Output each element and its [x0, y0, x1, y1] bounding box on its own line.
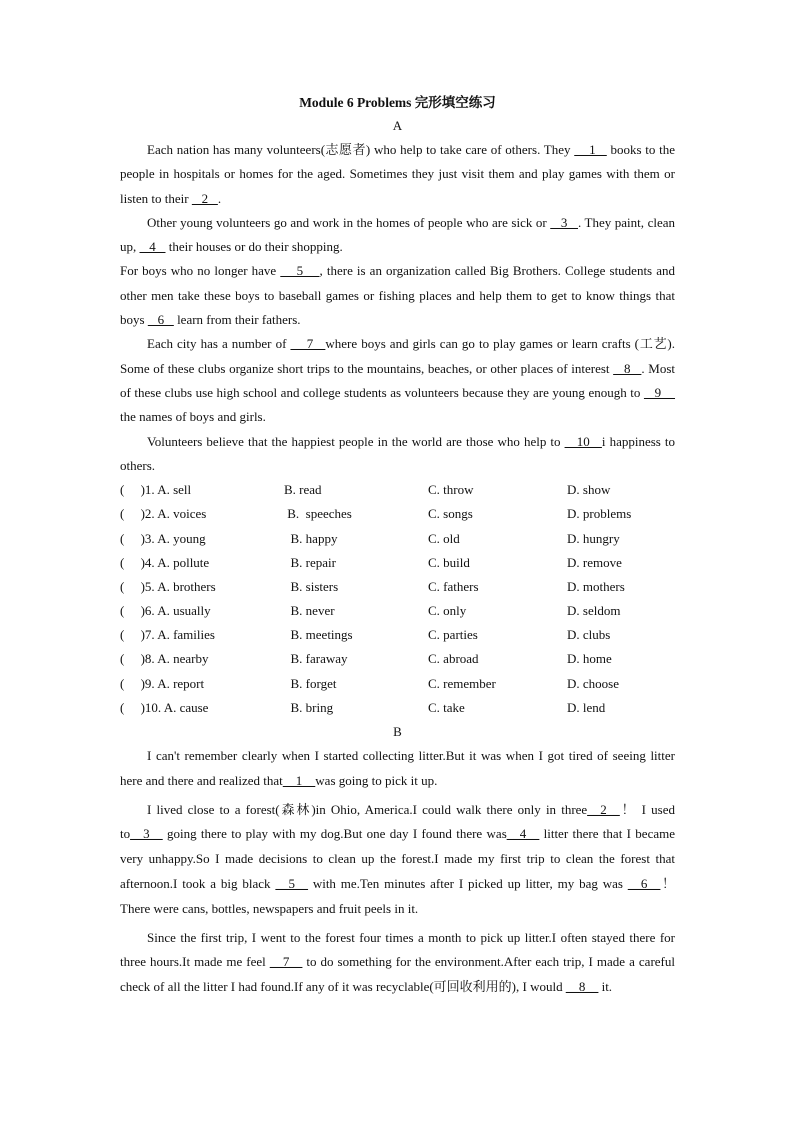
question-option-d: D. hungry: [567, 530, 620, 546]
section-a-label: A: [392, 118, 403, 133]
answer-blank: __7__: [269, 954, 303, 970]
passage-text: , there is an organization called Big Brothers. College students and other men take these boys to baseball games or fishing places and help them to get to know things that boys: [120, 263, 675, 328]
answer-blank: 8: [613, 360, 642, 376]
passage-paragraph: [120, 332, 675, 429]
question-option-b: B. read: [284, 482, 322, 498]
passage-paragraph: [120, 211, 675, 260]
passage-text: Volunteers believe that the happiest people in the world are those who help to: [147, 433, 565, 449]
passage-text: where boys and girls can go to play games or learn crafts (工艺). Some of these clubs organize short trips to the mountains, beaches, or other places of interest: [120, 336, 676, 376]
answer-blank: __2__: [587, 801, 620, 817]
answer-blank: 2: [191, 190, 218, 206]
question-option-b: B. faraway: [284, 651, 348, 667]
passage-text: ！ I used to: [120, 801, 675, 842]
answer-blank: 6: [147, 312, 174, 328]
passage-text: their houses or do their shopping.: [165, 239, 343, 255]
question-option-c: C. only: [428, 603, 467, 619]
passage-text: books to the people in hospitals or homes for the aged. Sometimes they just visit them and play games with them or listen to their: [120, 142, 675, 206]
passage-text: . Most of these clubs use high school and college students as volunteers because they are young enough to: [120, 360, 675, 400]
answer-blank: __6__: [627, 876, 661, 892]
question-option-c: C. take: [428, 699, 465, 715]
passage-text: was going to pick it up.: [315, 772, 438, 788]
question-option-d: D. choose: [567, 675, 619, 691]
passage-text: Other young volunteers go and work in the homes of people who are sick or: [147, 214, 551, 230]
worksheet-page: [120, 92, 675, 1000]
section-b-passage: [120, 744, 675, 1000]
answer-blank: 9: [643, 384, 676, 400]
question-option-b: B. bring: [284, 699, 334, 715]
question-option-b: B. never: [284, 603, 335, 619]
question-row: [120, 527, 675, 551]
passage-paragraph: [120, 926, 675, 1000]
question-option-c: C. abroad: [428, 651, 479, 667]
passage-text: litter there that I became very unhappy.So I made decisions to clean up the forest.I made my first trip to clean the forest that afternoon.I took a big black: [120, 826, 675, 892]
question-option-d: D. clubs: [567, 627, 611, 643]
question-option-a: ( )3. A. young: [120, 530, 206, 546]
answer-blank: __4__: [506, 826, 540, 842]
passage-paragraph: [120, 138, 675, 211]
passage-text: Each nation has many volunteers(志愿者) who help to take care of others. They: [147, 142, 575, 157]
answer-blank: 3: [550, 214, 578, 230]
passage-text: I can't remember clearly when I started collecting litter.But it was when I got tired of seeing litter here and there and realized that: [120, 748, 675, 788]
passage-text: Since the first trip, I went to the forest four times a month to pick up litter.I often stayed there for three hours.It made me feel: [120, 929, 675, 970]
passage-paragraph: [120, 744, 675, 794]
question-row: [120, 575, 675, 599]
passage-text: to do something for the environment.After each trip, I made a careful check of all the litter I had found.If any of it was recyclable(可回收利用的), I would: [120, 954, 675, 995]
answer-blank: 4: [139, 239, 166, 255]
passage-text: it.: [598, 979, 613, 995]
question-row: [120, 647, 675, 671]
passage-paragraph: [120, 259, 675, 332]
question-option-d: D. problems: [567, 506, 632, 522]
page-title: Module 6 Problems 完形填空练习: [299, 95, 496, 110]
passage-paragraph: [120, 798, 675, 922]
answer-blank: 1: [282, 772, 316, 788]
question-option-b: B. meetings: [284, 627, 353, 643]
question-option-a: ( )5. A. brothers: [120, 578, 216, 594]
question-option-a: ( )10. A. cause: [120, 699, 209, 715]
passage-text: the names of boys and girls.: [120, 409, 266, 425]
question-option-a: ( )1. A. sell: [120, 482, 192, 498]
passage-text: .: [217, 190, 222, 206]
passage-text: For boys who no longer have: [120, 263, 281, 279]
question-option-a: ( )7. A. families: [120, 627, 215, 643]
question-option-c: C. old: [428, 530, 460, 546]
question-option-c: C. parties: [428, 627, 478, 643]
question-option-d: D. show: [567, 482, 611, 498]
section-a-passage: [120, 138, 675, 478]
question-list: [120, 478, 675, 720]
question-option-a: ( )8. A. nearby: [120, 651, 209, 667]
question-option-c: C. throw: [428, 482, 474, 498]
question-row: [120, 672, 675, 696]
question-row: [120, 478, 675, 502]
passage-text: ！ There were cans, bottles, newspapers and fruit peels in it.: [120, 876, 675, 916]
passage-text: . They paint, clean up,: [120, 214, 675, 255]
passage-text: Each city has a number of: [147, 336, 291, 352]
passage-text: learn from their fathers.: [173, 312, 301, 328]
passage-text: i happiness to others.: [120, 433, 676, 473]
question-option-d: D. seldom: [567, 603, 621, 619]
answer-blank: 7: [290, 336, 326, 352]
section-b-label: B: [393, 724, 402, 740]
answer-blank: __3__: [130, 826, 163, 842]
question-option-b: B. speeches: [284, 506, 352, 522]
answer-blank: __5__: [275, 876, 308, 892]
question-option-c: C. fathers: [428, 578, 479, 594]
question-option-a: ( )4. A. pollute: [120, 554, 210, 570]
question-option-b: B. sisters: [284, 578, 339, 594]
question-option-d: D. remove: [567, 554, 622, 570]
answer-blank: 5: [280, 263, 320, 279]
passage-text: going there to play with my dog.But one day I found there was: [162, 826, 507, 842]
answer-blank: 10: [564, 433, 602, 449]
question-row: [120, 551, 675, 575]
question-option-a: ( )6. A. usually: [120, 603, 211, 619]
question-option-b: B. forget: [284, 675, 337, 691]
question-option-a: ( )9. A. report: [120, 675, 205, 691]
question-option-c: C. build: [428, 554, 470, 570]
question-row: [120, 599, 675, 623]
passage-text: with me.Ten minutes after I picked up litter, my bag was: [307, 876, 628, 892]
question-option-b: B. happy: [284, 530, 338, 546]
question-option-c: C. remember: [428, 675, 496, 691]
question-option-d: D. mothers: [567, 578, 625, 594]
passage-paragraph: [120, 430, 675, 479]
question-row: [120, 696, 675, 720]
question-option-a: ( )2. A. voices: [120, 506, 207, 522]
question-option-b: B. repair: [284, 554, 336, 570]
question-row: [120, 623, 675, 647]
question-option-d: D. home: [567, 651, 612, 667]
passage-text: I lived close to a forest(森林)in Ohio, America.I could walk there only in three: [147, 801, 588, 817]
question-option-c: C. songs: [428, 506, 473, 522]
question-option-d: D. lend: [567, 699, 606, 715]
question-row: [120, 502, 675, 526]
answer-blank: 1: [574, 142, 607, 157]
answer-blank: __8__: [565, 979, 599, 995]
